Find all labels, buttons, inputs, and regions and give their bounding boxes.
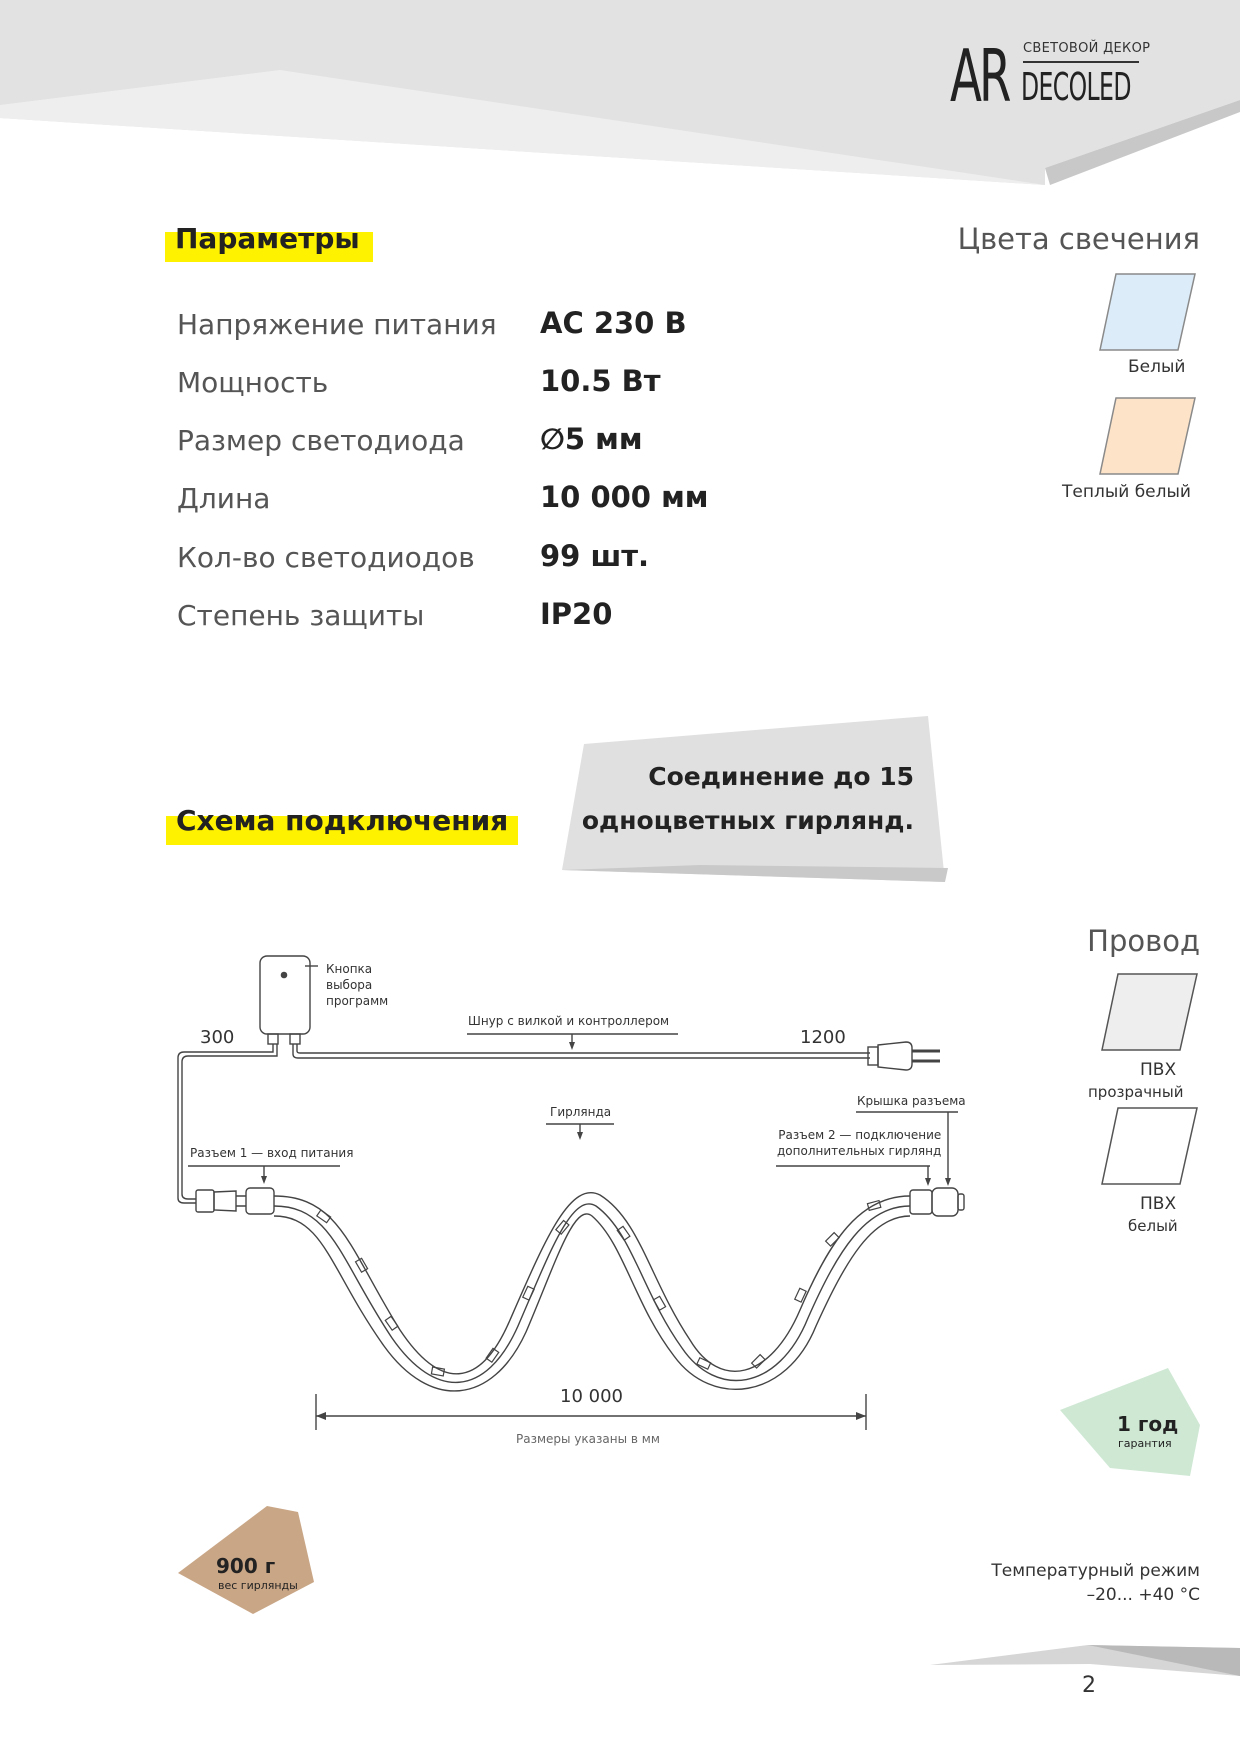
wire-title: Провод <box>1087 924 1200 958</box>
logo-mark: AR <box>950 34 1009 118</box>
connector2-cap <box>932 1188 958 1216</box>
arrow-connector2 <box>925 1178 931 1186</box>
param-value: 99 шт. <box>540 539 650 573</box>
arrow-cord <box>569 1042 575 1050</box>
button-label: Кнопка выбора программ <box>326 962 389 1008</box>
param-value: AC 230 В <box>540 306 687 340</box>
controller-port-right <box>290 1034 300 1044</box>
led <box>654 1296 666 1310</box>
connector2-cap-end <box>958 1194 964 1210</box>
connector1-socket <box>246 1188 274 1214</box>
param-label: Степень защиты <box>177 599 425 632</box>
led <box>356 1258 368 1272</box>
connector2-label: Разъем 2 — подключение дополнительных гирлянд <box>777 1128 942 1158</box>
logo-tagline: СВЕТОВОЙ ДЕКОР <box>1023 41 1151 56</box>
led <box>752 1355 765 1368</box>
arrow-connector1 <box>261 1176 267 1184</box>
warranty-caption: гарантия <box>1118 1437 1172 1450</box>
param-label: Напряжение питания <box>177 308 497 341</box>
weight-caption: вес гирлянды <box>218 1579 298 1592</box>
controller-box <box>260 956 310 1034</box>
garland-wire-2 <box>274 1204 910 1382</box>
logo-name: DECOLED <box>1021 65 1131 109</box>
param-label: Мощность <box>177 366 329 399</box>
param-value: ∅5 мм <box>540 422 643 456</box>
connector1-gap <box>236 1196 246 1206</box>
cord-inner <box>297 1044 870 1053</box>
garland-wire-1 <box>274 1193 910 1374</box>
swatch-warm-white-label: Теплый белый <box>1062 482 1191 502</box>
dim-arrow-left <box>316 1412 326 1420</box>
param-label: Размер светодиода <box>177 424 465 457</box>
connector1-label: Разъем 1 — вход питания <box>190 1146 354 1160</box>
dim-1200: 1200 <box>800 1027 846 1048</box>
param-value: 10.5 Вт <box>540 364 661 398</box>
swatch-pvc-clear-sublabel: прозрачный <box>1088 1083 1184 1101</box>
page-number: 2 <box>1082 1673 1096 1698</box>
led <box>385 1316 398 1330</box>
callout-line-2: одноцветных гирлянд. <box>581 806 914 835</box>
callout-line-1: Соединение до 15 <box>648 762 914 791</box>
swatch-pvc-clear-label: ПВХ <box>1140 1060 1177 1080</box>
swatch-white-label: Белый <box>1128 357 1186 377</box>
cap-label: Крышка разъема <box>857 1094 966 1108</box>
param-value: 10 000 мм <box>540 480 709 514</box>
cord-label: Шнур с вилкой и контроллером <box>468 1014 670 1028</box>
connector1-body <box>214 1191 236 1211</box>
param-label: Кол-во светодиодов <box>177 541 475 574</box>
power-lead-inner <box>182 1044 277 1199</box>
connection-heading: Схема подключения <box>176 804 509 837</box>
swatch-pvc-white-sublabel: белый <box>1128 1217 1178 1235</box>
param-label: Длина <box>177 482 271 515</box>
program-button <box>281 972 286 977</box>
parameters-heading: Параметры <box>175 222 360 255</box>
param-value: IP20 <box>540 597 613 631</box>
warranty-value: 1 год <box>1117 1412 1179 1436</box>
swatch-pvc-white-label: ПВХ <box>1140 1194 1177 1214</box>
units-note: Размеры указаны в мм <box>516 1432 660 1446</box>
arrow-cap <box>945 1178 951 1186</box>
temperature-label: Температурный режим <box>991 1561 1200 1581</box>
led <box>826 1233 839 1246</box>
power-lead-outer <box>178 1044 273 1203</box>
dim-300: 300 <box>200 1027 235 1048</box>
plug-ferrule <box>868 1047 878 1065</box>
garland-label: Гирлянда <box>550 1105 612 1119</box>
temperature-range: –20... +40 °C <box>1086 1585 1200 1605</box>
connector1-nut <box>196 1190 214 1212</box>
glow-colors-title: Цвета свечения <box>957 222 1200 256</box>
connector2-body <box>910 1190 932 1214</box>
plug-body <box>878 1042 912 1070</box>
weight-value: 900 г <box>216 1554 276 1578</box>
dim-arrow-right <box>856 1412 866 1420</box>
cord-outer <box>293 1044 870 1058</box>
length-dimension: 10 000 <box>560 1386 623 1407</box>
controller-port-left <box>268 1034 278 1044</box>
arrow-garland <box>577 1132 583 1140</box>
